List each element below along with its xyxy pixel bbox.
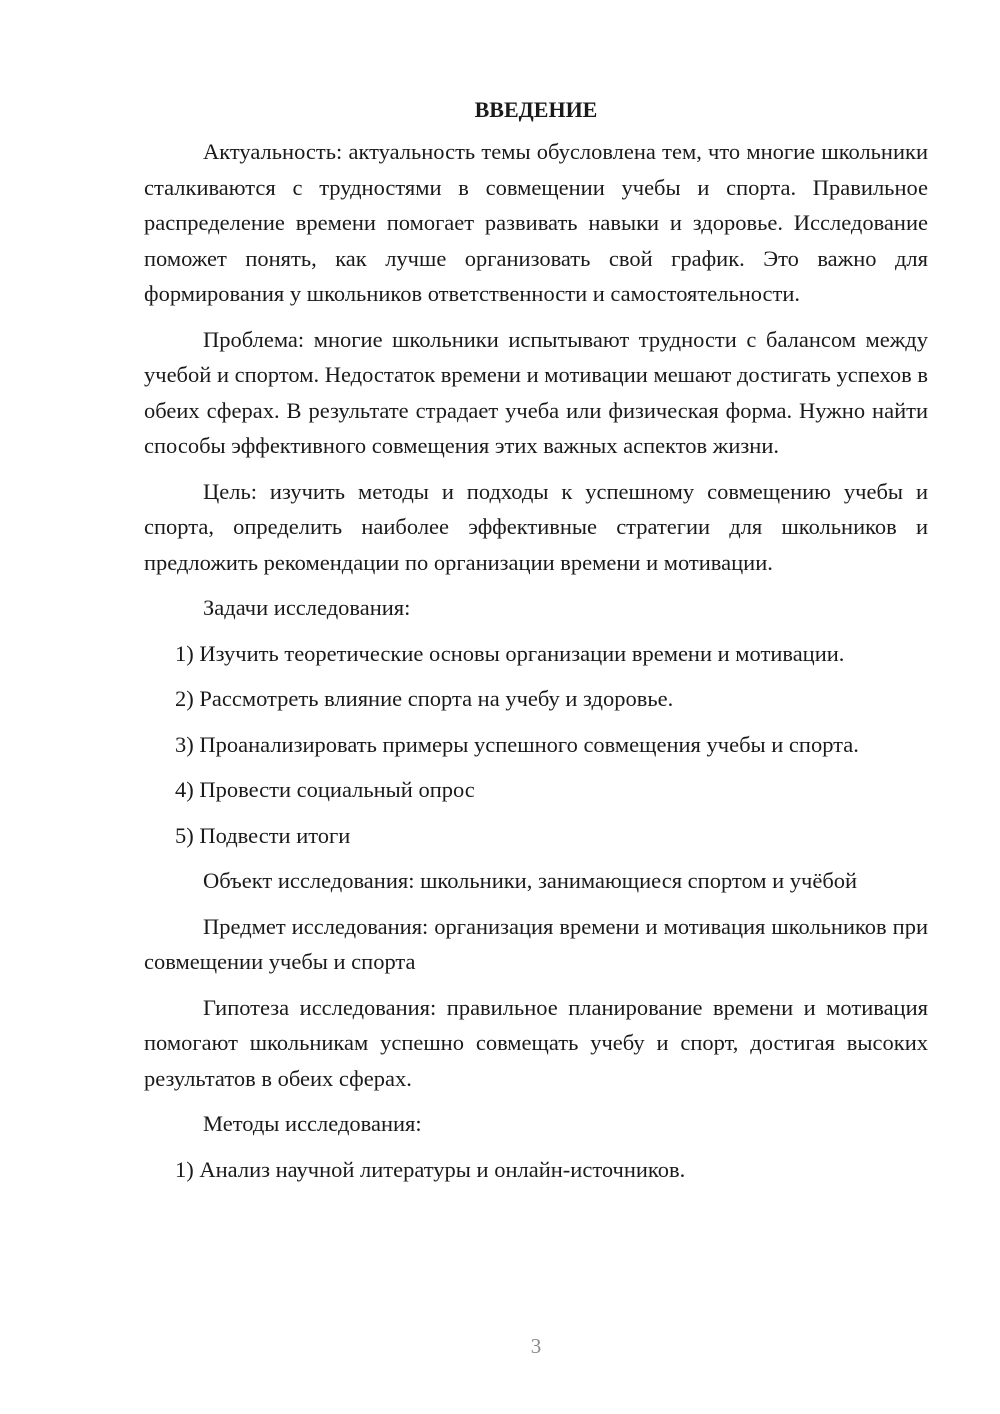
- page-number: 3: [530, 1334, 542, 1358]
- task-item-3: 3) Проанализировать примеры успешного совмещения учебы и спорта.: [175, 731, 859, 757]
- task-item-5: 5) Подвести итоги: [175, 822, 351, 848]
- document-page: [144, 92, 928, 1197]
- goal-paragraph: Цель: изучить методы и подходы к успешному совмещению учебы и спорта, определить наиболее эффективные стратегии для школьников и предложить рекомендации по организации времени и мотивации.: [144, 478, 928, 575]
- subject-paragraph: Предмет исследования: организация времени и мотивация школьников при совмещении учебы и спорта: [144, 913, 928, 974]
- task-item-2: 2) Рассмотреть влияние спорта на учебу и здоровье.: [175, 686, 674, 711]
- page-title: ВВЕДЕНИЕ: [474, 97, 598, 122]
- method-item-1: 1) Анализ научной литературы и онлайн-источников.: [175, 1156, 686, 1182]
- relevance-paragraph: Актуальность: актуальность темы обусловлена тем, что многие школьники сталкиваются с трудностями в совмещении учебы и спорта. Правильное распределение времени помогает развивать навыки и здоровье. Исследование поможет понять, как лучше организовать свой график. Это важно для формирования у школьников ответственности и самостоятельности.: [144, 139, 928, 306]
- problem-paragraph: Проблема: многие школьники испытывают трудности с балансом между учебой и спортом. Недостаток времени и мотивации мешают достигать успехов в обеих сферах. В результате страдает учеба или физическая форма. Нужно найти способы эффективного совмещения этих важных аспектов жизни.: [144, 326, 928, 458]
- methods-heading: Методы исследования:: [203, 1111, 422, 1136]
- task-item-1: 1) Изучить теоретические основы организации времени и мотивации.: [175, 640, 845, 666]
- tasks-heading: Задачи исследования:: [203, 595, 411, 620]
- object-paragraph: Объект исследования: школьники, занимающиеся спортом и учёбой: [203, 868, 858, 893]
- hypothesis-paragraph: Гипотеза исследования: правильное планирование времени и мотивация помогают школьникам успешно совмещать учебу и спорт, достигая высоких результатов в обеих сферах.: [144, 994, 928, 1091]
- task-item-4: 4) Провести социальный опрос: [175, 777, 475, 802]
